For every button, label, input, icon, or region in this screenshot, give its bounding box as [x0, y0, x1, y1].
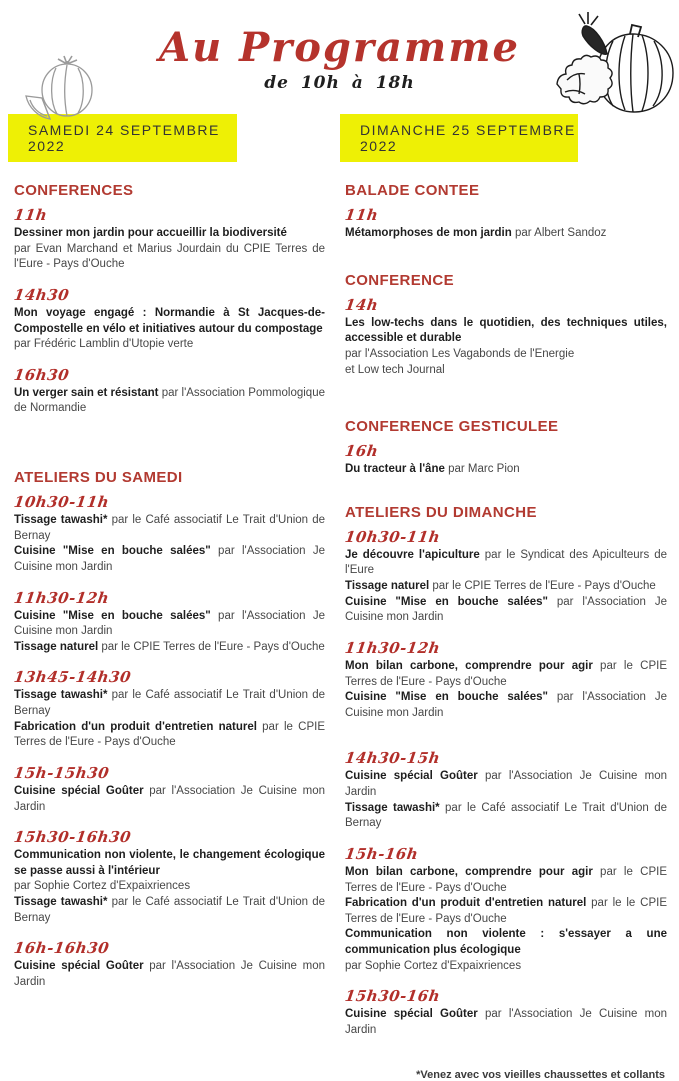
time-label: 14h30-15h — [343, 749, 442, 768]
event-detail: et Low tech Journal — [345, 363, 445, 376]
event-title: Les low-techs dans le quotidien, des techniques utiles, accessible et durable — [345, 316, 667, 345]
event-line — [345, 595, 667, 626]
event-detail: par Albert Sandoz — [511, 227, 607, 239]
event-detail: par l'Association Je Cuisine mon Jardin — [345, 691, 667, 719]
event-line — [14, 609, 325, 640]
time-slot — [345, 528, 667, 626]
event-title: Cuisine "Mise en bouche salées" — [345, 595, 549, 608]
time-label: 15h30-16h30 — [12, 828, 133, 847]
event-title: Tissage naturel — [345, 580, 430, 592]
event-title: Dessiner mon jardin pour accueillir la biodiversité — [14, 227, 287, 239]
event-title: Métamorphoses de mon jardin — [345, 227, 512, 239]
time-slot — [14, 286, 325, 353]
section-heading: CONFERENCE GESTICULEE — [345, 418, 559, 436]
event-detail: par Marc Pion — [444, 463, 520, 476]
time-slot — [345, 639, 667, 722]
event-detail: par l'Association Pommologique de Normandie — [14, 386, 325, 415]
time-slot — [14, 366, 325, 417]
time-slot — [345, 206, 667, 242]
event-line — [345, 769, 667, 800]
event-title: Communication non violente, le changement écologique se passe aussi à l'intérieur — [14, 849, 325, 877]
event-line — [14, 513, 325, 544]
event-line — [14, 386, 325, 417]
event-title: Cuisine spécial Goûter — [14, 784, 144, 797]
event-detail: par l'Association Les Vagabonds de l'Energie — [345, 347, 575, 360]
event-title: Tissage naturel — [14, 640, 99, 653]
page-subtitle: de 10h à 18h — [264, 73, 415, 93]
event-title: Cuisine spécial Goûter — [14, 960, 144, 973]
column-saturday — [14, 162, 325, 1039]
event-line — [14, 306, 325, 337]
event-line — [14, 688, 325, 719]
event-line — [345, 363, 667, 379]
event-line — [345, 959, 667, 975]
event-line — [345, 579, 667, 595]
event-title: Un verger sain et résistant — [14, 386, 159, 399]
event-title: Cuisine "Mise en bouche salées" — [14, 545, 211, 558]
event-title: Du tracteur à l'âne — [345, 463, 445, 476]
header — [0, 0, 679, 110]
time-slot — [14, 206, 325, 273]
time-slot — [345, 296, 667, 379]
event-line — [14, 720, 325, 751]
event-title: Cuisine spécial Goûter — [345, 1008, 478, 1021]
banner-saturday: SAMEDI 24 SEPTEMBRE 2022 — [8, 114, 237, 162]
time-label: 15h30-16h — [343, 987, 442, 1006]
time-label: 15h-15h30 — [12, 763, 111, 782]
event-line — [14, 226, 325, 242]
section-heading: CONFERENCES — [14, 182, 134, 199]
section-heading: ATELIERS DU SAMEDI — [14, 469, 183, 486]
time-slot — [14, 668, 325, 751]
event-title: Fabrication d'un produit d'entretien naturel — [14, 720, 257, 733]
event-detail: par l'Association Je Cuisine mon Jardin — [345, 595, 667, 624]
event-detail: par le Café associatif Le Trait d'Union de Bernay — [14, 514, 325, 542]
time-label: 11h — [343, 206, 380, 224]
footnote: *Venez avec vos vieilles chaussettes et collants — [416, 1068, 665, 1081]
program-columns — [0, 162, 679, 1039]
event-line — [345, 801, 667, 832]
page-title: Au Programme — [159, 24, 520, 71]
section-heading: CONFERENCE — [345, 271, 455, 289]
event-line — [345, 462, 667, 478]
time-slot — [14, 589, 325, 656]
event-title: Je découvre l'apiculture — [345, 548, 480, 561]
time-label: 10h30-11h — [12, 493, 111, 511]
event-title: Tissage tawashi* — [345, 801, 440, 814]
event-line — [14, 544, 325, 575]
time-label: 11h30-12h — [343, 638, 442, 657]
event-line — [14, 895, 325, 926]
time-label: 14h — [343, 295, 380, 314]
event-line — [345, 226, 667, 242]
section-ateliers-du-samedi — [14, 469, 325, 991]
event-title: Cuisine spécial Goûter — [345, 770, 478, 783]
event-detail: par l'Association Je Cuisine mon Jardin — [345, 770, 667, 798]
time-label: 11h — [12, 206, 49, 224]
time-label: 16h30 — [12, 365, 71, 384]
event-detail: par le Café associatif Le Trait d'Union de Bernay — [345, 801, 667, 830]
event-line — [14, 959, 325, 990]
event-detail: par l'Association Je Cuisine mon Jardin — [14, 960, 325, 988]
section-heading: BALADE CONTEE — [345, 182, 480, 199]
event-detail: par le Syndicat des Apiculteurs de l'Eure — [345, 548, 668, 577]
event-title: Mon bilan carbone, comprendre pour agir — [345, 865, 593, 878]
event-title: Mon bilan carbone, comprendre pour agir — [345, 659, 593, 672]
event-line — [345, 927, 667, 958]
event-line — [14, 337, 325, 353]
event-line — [14, 640, 325, 656]
banner-sunday: DIMANCHE 25 SEPTEMBRE 2022 — [340, 114, 578, 162]
event-detail: par Sophie Cortez d'Expaixriences — [345, 959, 522, 972]
event-line — [345, 347, 667, 363]
time-label: 11h30-12h — [12, 588, 111, 607]
event-detail: par le CPIE Terres de l'Eure - Pays d'Ouche — [345, 865, 667, 894]
time-label: 15h-16h — [343, 844, 420, 863]
section-heading: ATELIERS DU DIMANCHE — [345, 503, 537, 521]
time-label: 16h-16h30 — [12, 939, 111, 958]
event-detail: par l'Association Je Cuisine mon Jardin — [14, 784, 325, 813]
section-conferences — [14, 182, 325, 417]
section-ateliers-du-dimanche — [345, 504, 667, 1039]
event-detail: par l'Association Je Cuisine mon Jardin — [14, 609, 325, 638]
event-detail: par le CPIE Terres de l'Eure - Pays d'Ouche — [429, 580, 656, 592]
event-detail: par le Café associatif Le Trait d'Union de Bernay — [14, 896, 325, 924]
time-slot — [345, 442, 667, 478]
time-label: 14h30 — [12, 285, 71, 304]
time-label: 13h45-14h30 — [12, 668, 133, 687]
time-slot — [14, 939, 325, 990]
event-detail: par l'Association Je Cuisine mon Jardin — [14, 545, 325, 573]
event-line — [345, 659, 667, 690]
time-label: 10h30-11h — [343, 527, 442, 546]
vegetables-illustration — [545, 4, 679, 119]
event-line — [345, 548, 667, 579]
event-line — [14, 784, 325, 815]
event-title: Tissage tawashi* — [14, 689, 108, 702]
event-line — [345, 316, 667, 347]
time-slot — [14, 828, 325, 926]
event-detail: par le Café associatif Le Trait d'Union de Bernay — [14, 689, 325, 717]
event-title: Tissage tawashi* — [14, 896, 108, 908]
tomato-illustration — [14, 52, 104, 122]
event-detail: par Frédéric Lamblin d'Utopie verte — [14, 338, 194, 351]
event-detail: par le CPIE Terres de l'Eure - Pays d'Ouche — [14, 720, 326, 749]
time-slot — [14, 764, 325, 815]
event-detail: par l'Association Je Cuisine mon Jardin — [345, 1008, 667, 1036]
event-line — [14, 242, 325, 273]
section-balade-contee — [345, 182, 667, 242]
time-label: 16h — [343, 442, 380, 461]
event-detail: par Sophie Cortez d'Expaixriences — [14, 880, 191, 893]
event-line — [345, 690, 667, 721]
event-line — [345, 1007, 667, 1038]
event-line — [14, 879, 325, 895]
time-slot — [14, 493, 325, 576]
section-conference — [345, 272, 667, 379]
event-title: Cuisine "Mise en bouche salées" — [14, 609, 211, 622]
event-title: Fabrication d'un produit d'entretien naturel — [345, 897, 587, 910]
event-line — [14, 848, 325, 879]
time-slot — [345, 987, 667, 1038]
time-slot — [345, 845, 667, 974]
event-line — [345, 896, 667, 927]
event-title: Communication non violente : s'essayer a une communication plus écologique — [345, 928, 667, 956]
column-sunday — [345, 162, 667, 1039]
event-line — [345, 865, 667, 896]
event-detail: par Evan Marchand et Marius Jourdain du CPIE Terres de l'Eure - Pays d'Ouche — [14, 242, 325, 271]
event-title: Mon voyage engagé : Normandie à St Jacques-de-Compostelle en vélo et initiatives autour du compostage — [14, 306, 325, 335]
time-slot — [345, 749, 667, 832]
event-title: Cuisine "Mise en bouche salées" — [345, 691, 549, 704]
event-detail: par le le CPIE Terres de l'Eure - Pays d'Ouche — [345, 897, 667, 925]
section-conference-gesticulee — [345, 418, 667, 478]
event-detail: par le CPIE Terres de l'Eure - Pays d'Ouche — [345, 659, 667, 688]
event-title: Tissage tawashi* — [14, 514, 108, 526]
event-detail: par le CPIE Terres de l'Eure - Pays d'Ouche — [98, 640, 325, 653]
